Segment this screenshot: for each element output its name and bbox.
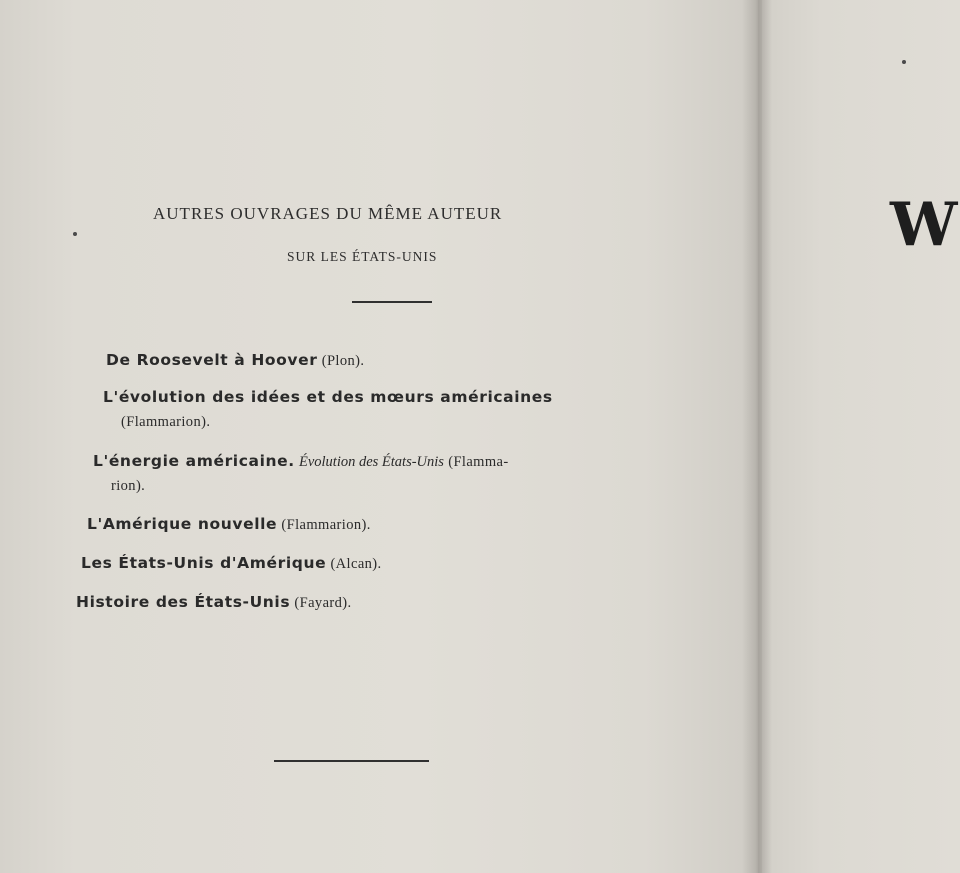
work-title: Les États-Unis d'Amérique	[81, 554, 327, 572]
work-publisher: (Plon).	[321, 353, 365, 369]
work-entry	[93, 451, 509, 471]
work-title: L'évolution des idées et des mœurs américaines	[103, 388, 553, 406]
work-publisher: (Alcan).	[330, 556, 382, 572]
work-entry	[103, 387, 553, 407]
bottom-rule	[274, 760, 429, 762]
right-page-title-fragment: W	[890, 190, 952, 260]
paper-speck	[73, 232, 77, 236]
top-rule	[352, 301, 432, 303]
paper-speck	[902, 60, 906, 64]
work-publisher: (Fayard).	[294, 595, 352, 611]
work-entry	[76, 592, 352, 612]
work-title: Histoire des États-Unis	[76, 593, 291, 611]
book-gutter	[742, 0, 772, 873]
work-entry	[106, 350, 364, 370]
work-publisher: (Flammarion).	[121, 414, 211, 430]
work-title: L'Amérique nouvelle	[87, 515, 278, 533]
work-subtitle: Évolution des États-Unis	[298, 454, 444, 470]
work-title: De Roosevelt à Hoover	[106, 351, 318, 369]
right-page	[762, 0, 960, 873]
work-publisher: (Flammarion).	[281, 517, 371, 533]
work-title: L'énergie américaine.	[93, 452, 295, 470]
work-entry	[81, 553, 382, 573]
page-heading: AUTRES OUVRAGES DU MÊME AUTEUR	[153, 204, 503, 223]
work-publisher-continued: rion).	[111, 478, 146, 494]
work-entry	[87, 514, 371, 534]
work-publisher: (Flamma-	[448, 454, 509, 470]
page-subheading: SUR LES ÉTATS-UNIS	[287, 249, 438, 264]
